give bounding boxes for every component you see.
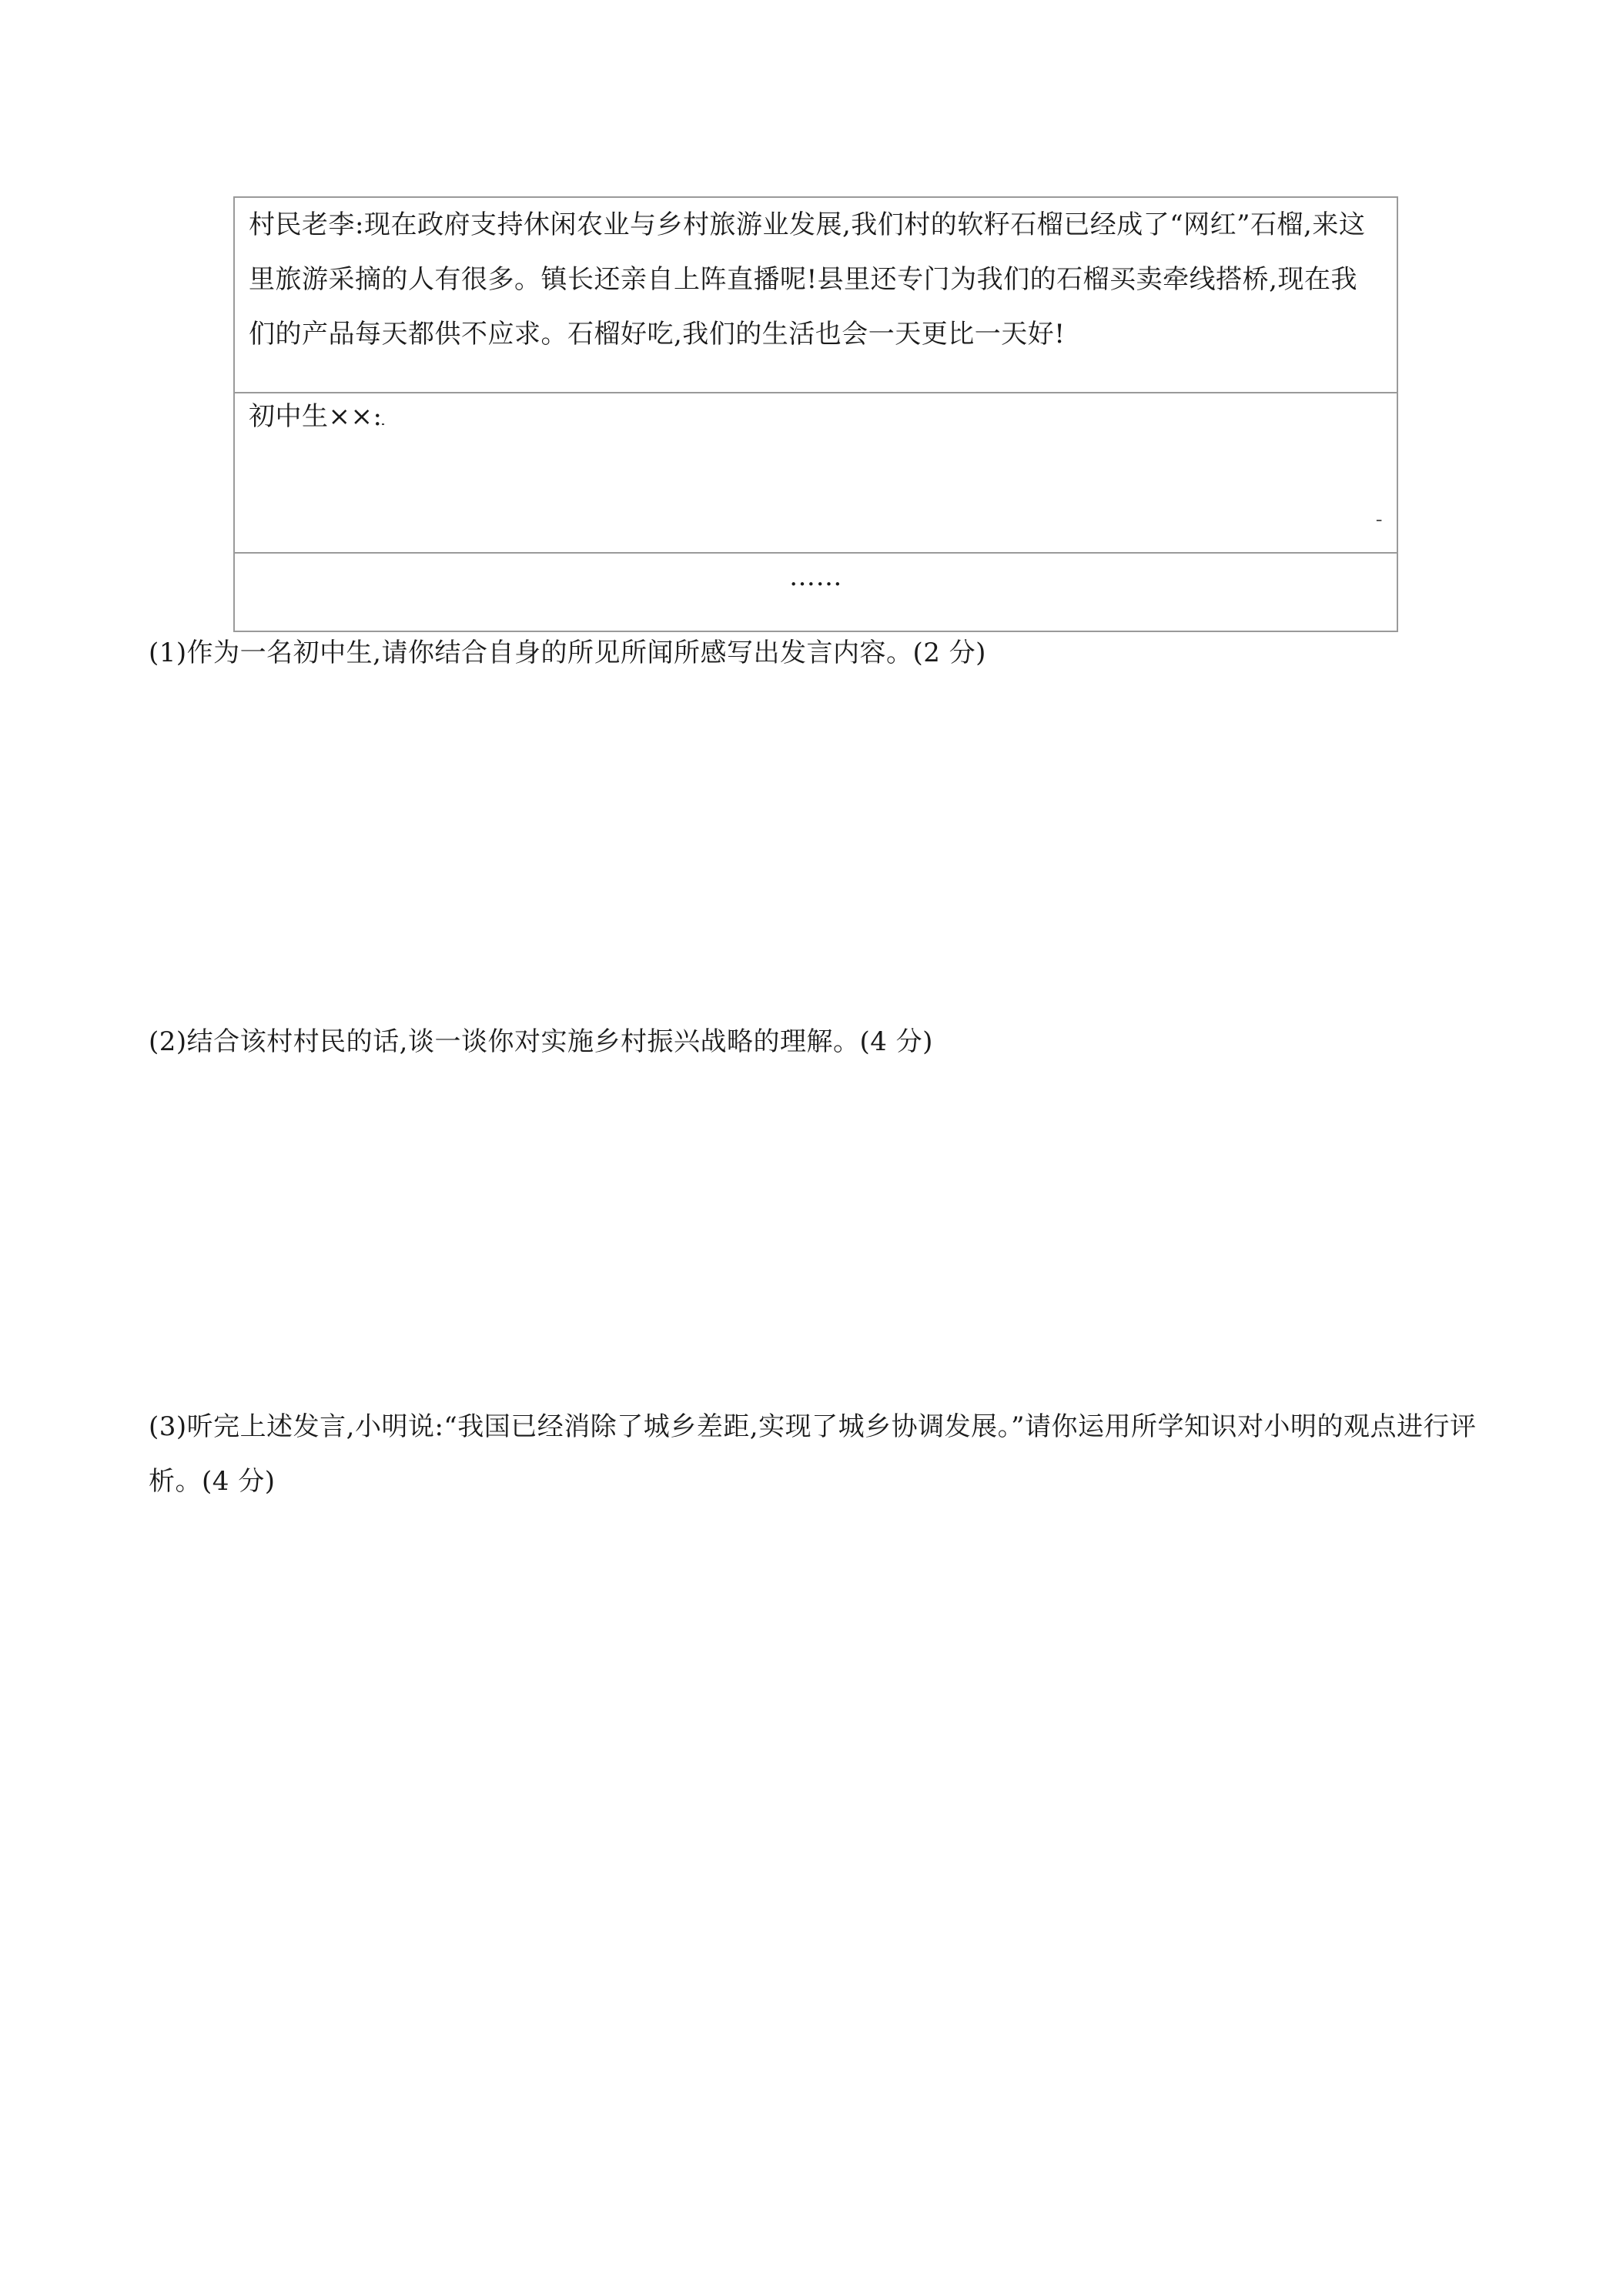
question-3: (3)听完上述发言,小明说:“我国已经消除了城乡差距,实现了城乡协调发展。”请你运用所学知识对小明的观点进行评析。(4 分) — [149, 1411, 1477, 1497]
villager-row — [234, 197, 1397, 393]
villager-cell — [234, 197, 1397, 393]
question-2: (2)结合该村村民的话,谈一谈你对实施乡村振兴战略的理解。(4 分) — [149, 1026, 933, 1057]
answer-blank-end-mark: - — [1375, 508, 1383, 531]
ellipsis-cell — [234, 553, 1397, 631]
student-label: 初中生××: — [249, 401, 383, 432]
student-cell — [234, 393, 1397, 553]
ellipsis-row — [234, 553, 1397, 631]
dialogue-table — [233, 196, 1398, 632]
student-row — [234, 393, 1397, 553]
answer-blank-line — [382, 407, 384, 425]
villager-statement: 村民老李:现在政府支持休闲农业与乡村旅游业发展,我们村的软籽石榴已经成了“网红”石榴,来这里旅游采摘的人有很多。镇长还亲自上阵直播呢!县里还专门为我们的石榴买卖牵线搭桥,现在我们的产品每天都供不应求。石榴好吃,我们的生活也会一天更比一天好! — [249, 209, 1366, 350]
question-1: (1)作为一名初中生,请你结合自身的所见所闻所感写出发言内容。(2 分) — [149, 638, 986, 668]
ellipsis-text: …… — [789, 561, 842, 592]
